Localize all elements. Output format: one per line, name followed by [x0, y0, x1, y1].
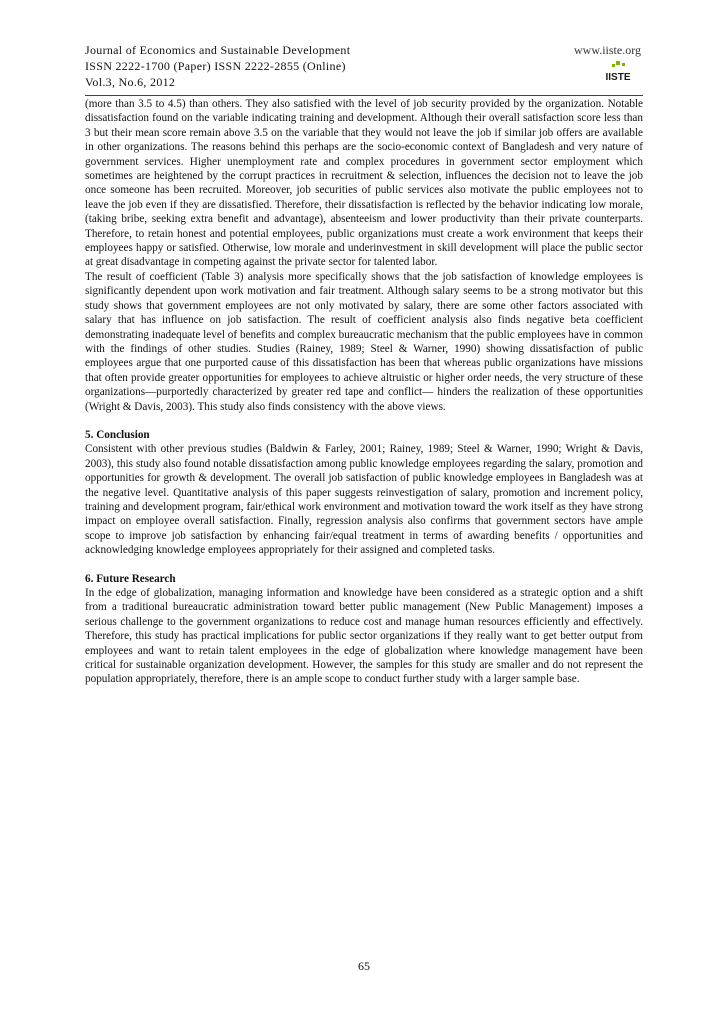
future-research-paragraph: In the edge of globalization, managing information and knowledge have been considered as a strategic option and a shift from a traditional bureaucratic administration toward better public management (New Public Management) imposes a serious challenge to the government organizations to reduce cost and manage human resources efficiently and effectively. Therefore, this study has practical implications for public sector organizations if they really want to get better output from employees and want to retain talent employees in the edge of globalization where knowledge management have been critical for sustainable organization development. However, the samples for this study are smaller and do not represent the population appropriately, therefore, there is an ample scope to conduct further study with a larger sample base. — [85, 587, 643, 686]
journal-title: Journal of Economics and Sustainable Development — [85, 43, 351, 57]
article-body — [85, 97, 643, 687]
journal-volume: Vol.3, No.6, 2012 — [85, 75, 176, 89]
future-research-heading: 6. Future Research — [85, 572, 176, 585]
page-header — [85, 42, 645, 96]
page-number: 65 — [358, 959, 370, 973]
body-paragraph-2: The result of coefficient (Table 3) analysis more specifically shows that the job satisfaction of knowledge employees is significantly dependent upon work motivation and fair treatment. Although salary seems to be a strong motivator but this study shows that government employees are not only motivated by salary, there are some other factors associated with salary that has influence on job satisfaction. The result of coefficient analysis also finds negative beta coefficient demonstrating inadequate level of benefits and complex bureaucratic mechanism that the public employees have in common with the findings of other studies. Studies (Rainey, 1989; Steel & Warner, 1990) showing dissatisfaction of public employees argue that one purported cause of this dissatisfaction has been that whereas public organizations have missions that often provide greater opportunities for employees to achieve altruistic or higher order needs, the very structure of these organizations—purportedly characterized by greater red tape and conflict— hinders the realization of these opportunities (Wright & Davis, 2003). This study also finds consistency with the above views. — [85, 270, 643, 413]
journal-info — [85, 42, 645, 90]
body-paragraph-1: (more than 3.5 to 4.5) than others. They also satisfied with the level of job security provided by the organization. Notable dissatisfaction found on the variable indicating training and development. Although their overall satisfaction score less than 3 but their mean score remain above 3.5 on the variable that they would not leave the job if similar job offers are available in other organizations. The reasons behind this perhaps are the socio-economic context of Bangladesh and very nature of government services. Higher unemployment rate and complex procedures in government sector employment which sometimes are heightened by the corrupt practices in recruitment & selection, influences the decision not to leave the job once someone has been recruited. Moreover, job securities of public services also motivate the public employees not to leave the job even if they are dissatisfied. Therefore, their dissatisfaction is reflected by the behavior indicating low morale,(taking bribe, seeking extra benefit and advantage), absenteeism and lower productivity than their private counterparts. Therefore, to retain honest and potential employees, public organizations must create a work environment that keeps their employees happy or satisfied. Otherwise, low morale and underinvestment in skill development will place the public sector at great disadvantage in competing against the private sector for talented labor. — [85, 98, 643, 269]
iiste-logo-icon — [603, 60, 633, 84]
journal-issn: ISSN 2222-1700 (Paper) ISSN 2222-2855 (Online) — [85, 59, 346, 73]
logo-text: IISTE — [605, 72, 631, 83]
conclusion-heading: 5. Conclusion — [85, 428, 150, 441]
header-divider — [85, 95, 643, 96]
journal-url[interactable]: www.iiste.org — [574, 43, 641, 57]
conclusion-paragraph: Consistent with other previous studies (Baldwin & Farley, 2001; Rainey, 1989; Steel & Warner, 1990; Wright & Davis, 2003), this study also found notable dissatisfaction among public knowledge employees regarding the salary, promotion and opportunities for growth & development. The overall job satisfaction of public knowledge employees in Bangladesh was at the negative level. Quantitative analysis of this paper suggests reinvestigation of salary, promotion and increment policy, training and development program, fair/ethical work environment and motivation toward the work itself as they have strong impact on employee overall satisfaction. Finally, regression analysis also confirms that government sectors have ample scope to improve job satisfaction by enhancing fair/equal treatment in terms of awarding benefits / opportunities and acknowledging knowledge employees appropriately for their assigned and completed tasks. — [85, 443, 643, 557]
